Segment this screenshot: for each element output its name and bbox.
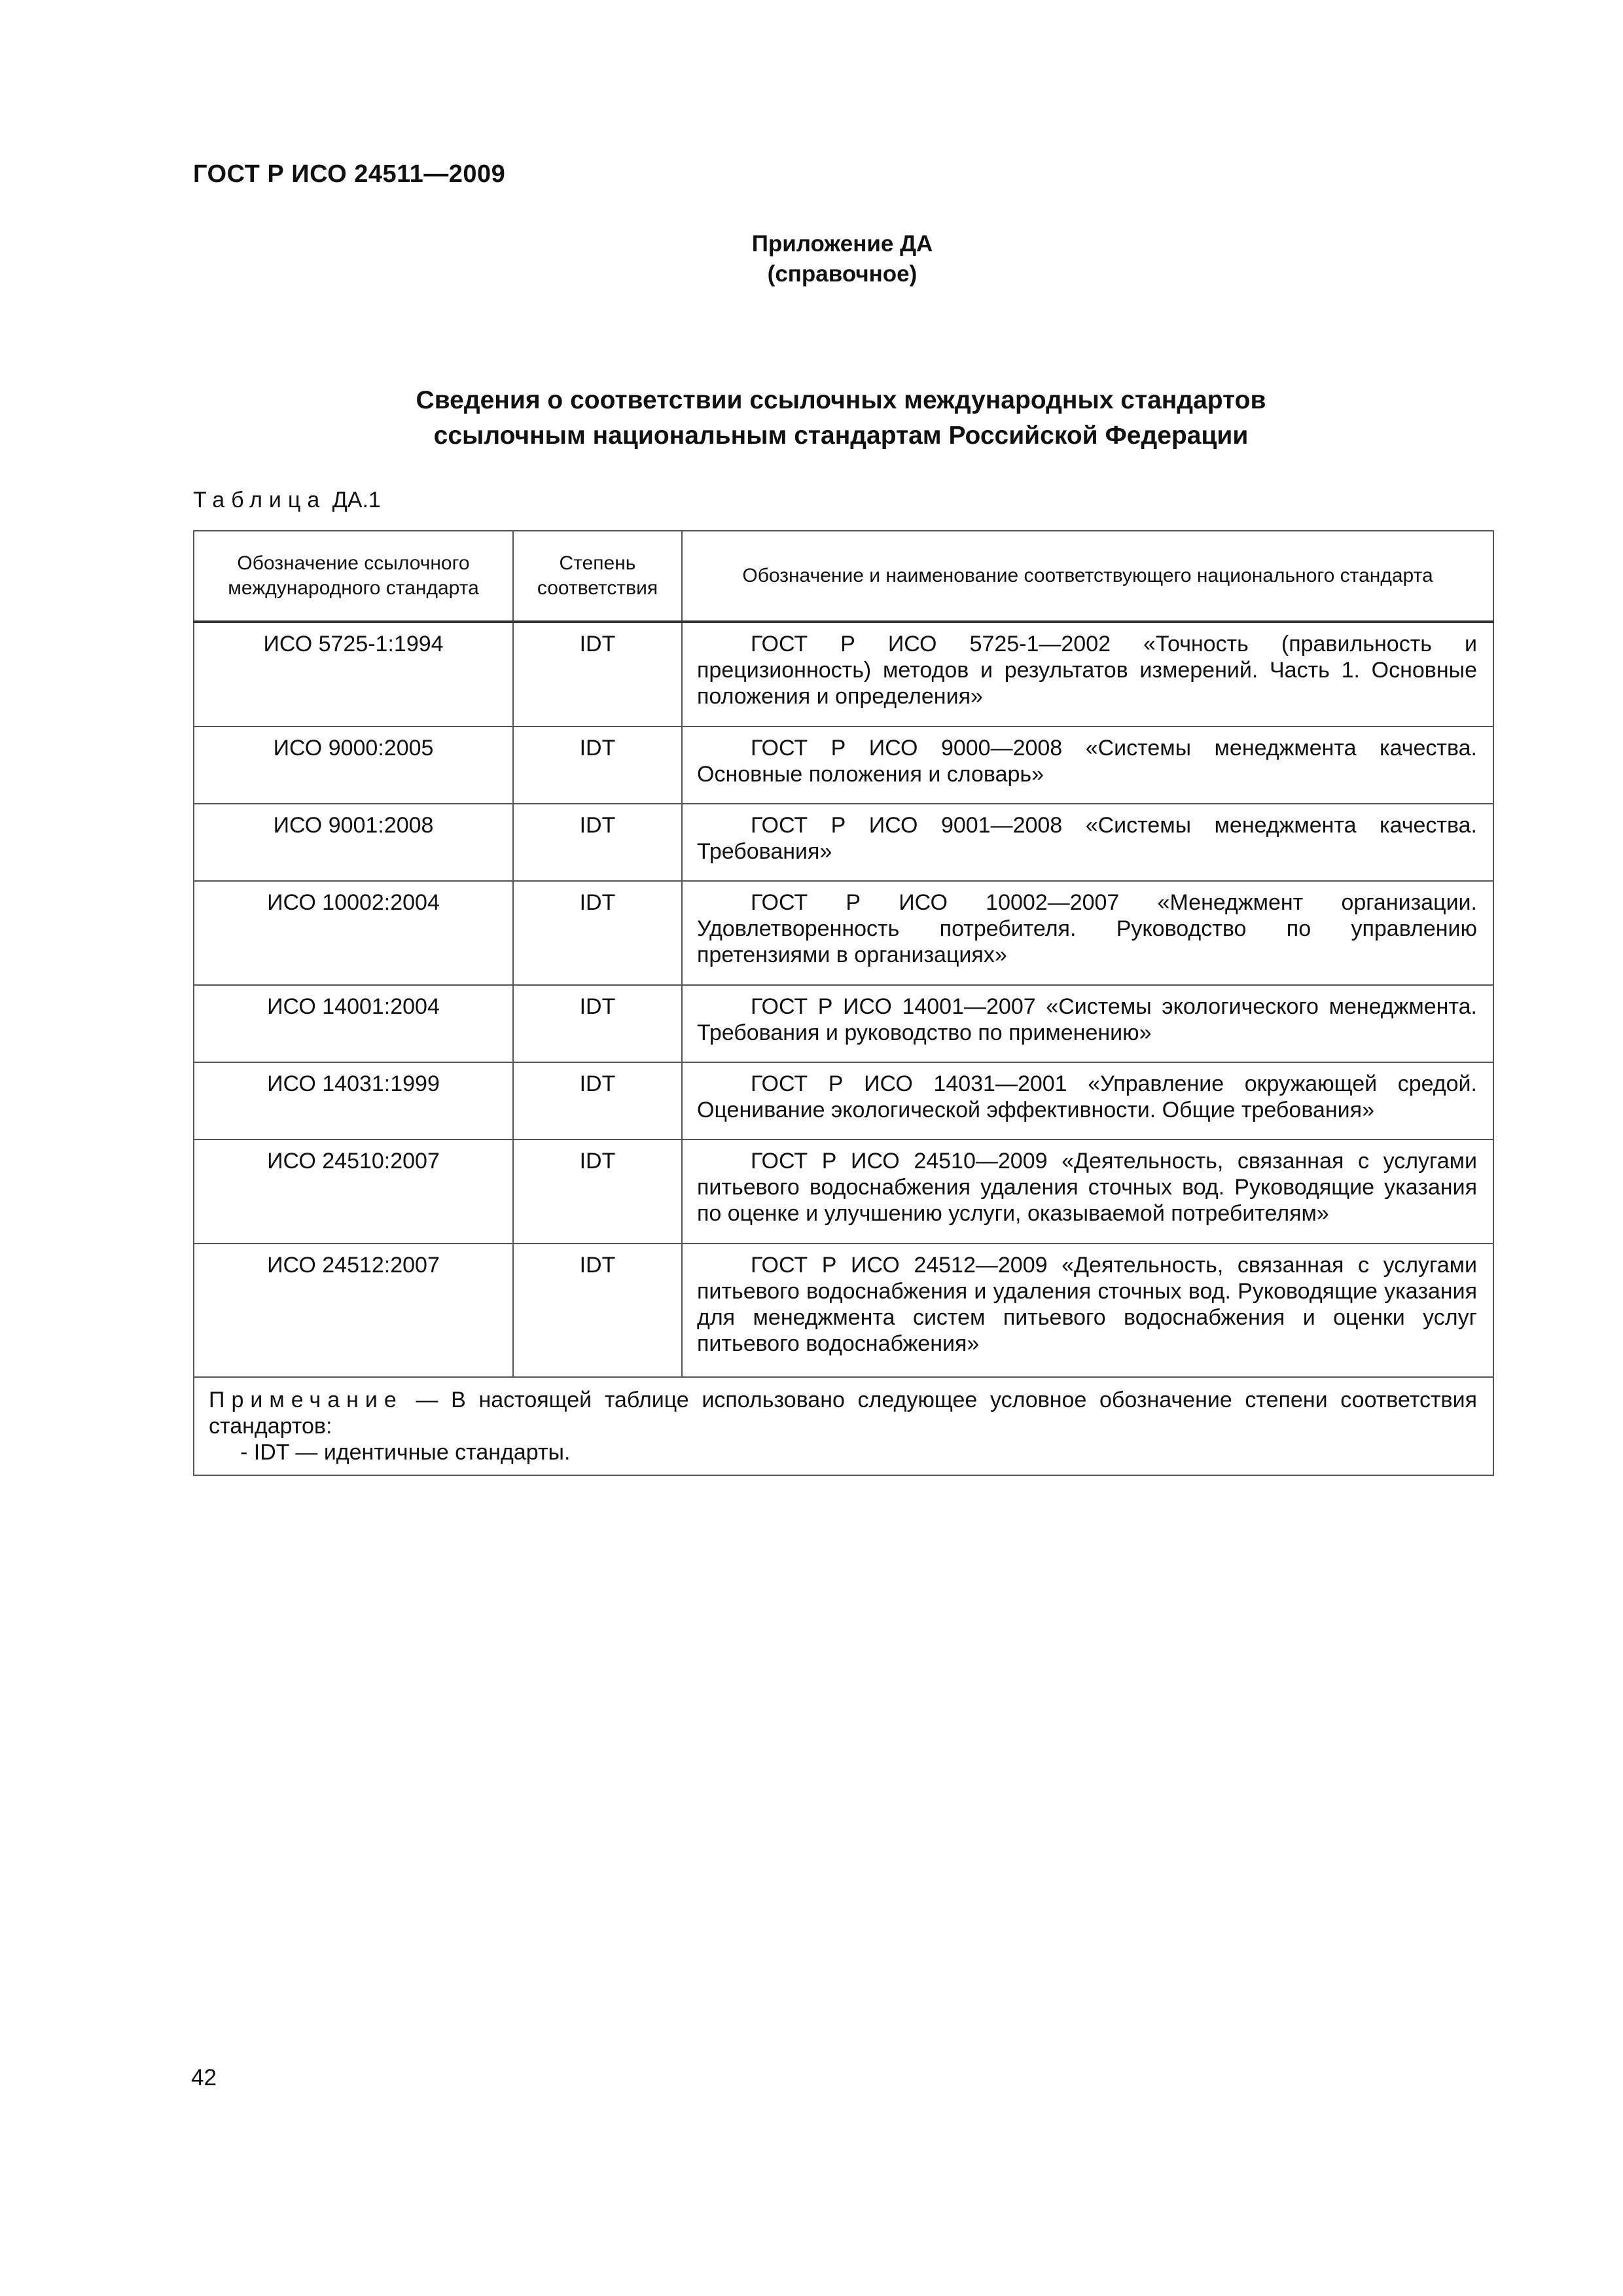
- cell-national-standard: ГОСТ Р ИСО 10002—2007 «Менеджмент организации. Удовлетворенность потребителя. Руководство по управлению претензиями в организациях»: [682, 881, 1493, 985]
- cell-reference-standard: ИСО 10002:2004: [194, 881, 513, 985]
- section-title-line-2: ссылочным национальным стандартам Российской Федерации: [433, 422, 1249, 450]
- document-code: ГОСТ Р ИСО 24511—2009: [193, 160, 506, 188]
- table-row: [194, 985, 1493, 1062]
- note-text: — В настоящей таблице использовано следующее условное обозначение степени соответствия стандартов:: [209, 1388, 1477, 1439]
- column-header-reference: Обозначение ссылочного международного стандарта: [194, 531, 513, 622]
- cell-reference-standard: ИСО 24512:2007: [194, 1244, 513, 1377]
- section-title-line-1: Сведения о соответствии ссылочных международных стандартов: [416, 386, 1266, 414]
- cell-reference-standard: ИСО 24510:2007: [194, 1139, 513, 1244]
- cell-degree: IDT: [513, 622, 682, 726]
- table-row: [194, 881, 1493, 985]
- cell-degree: IDT: [513, 881, 682, 985]
- cell-national-standard: ГОСТ Р ИСО 5725-1—2002 «Точность (правильность и прецизионность) методов и результатов измерений. Часть 1. Основные положения и определения»: [682, 622, 1493, 726]
- table-row: [194, 1139, 1493, 1244]
- cell-reference-standard: ИСО 14001:2004: [194, 985, 513, 1062]
- table-note: [194, 1377, 1493, 1475]
- cell-degree: IDT: [513, 1244, 682, 1377]
- cell-national-standard: ГОСТ Р ИСО 9000—2008 «Системы менеджмента качества. Основные положения и словарь»: [682, 726, 1493, 804]
- note-item: - IDT — идентичные стандарты.: [240, 1440, 571, 1465]
- cell-national-standard: ГОСТ Р ИСО 14031—2001 «Управление окружающей средой. Оценивание экологической эффективности. Общие требования»: [682, 1062, 1493, 1139]
- cell-degree: IDT: [513, 726, 682, 804]
- table-caption-number: ДА.1: [332, 488, 381, 512]
- cell-national-standard: ГОСТ Р ИСО 14001—2007 «Системы экологического менеджмента. Требования и руководство по применению»: [682, 985, 1493, 1062]
- cell-degree: IDT: [513, 1139, 682, 1244]
- table-row: [194, 1244, 1493, 1377]
- appendix-subtitle: (справочное): [767, 261, 918, 287]
- appendix-title: Приложение ДА: [751, 231, 933, 257]
- table-note-row: [194, 1377, 1493, 1475]
- cell-reference-standard: ИСО 9000:2005: [194, 726, 513, 804]
- table-row: [194, 804, 1493, 881]
- table-caption: [193, 488, 381, 513]
- cell-degree: IDT: [513, 1062, 682, 1139]
- cell-national-standard: ГОСТ Р ИСО 9001—2008 «Системы менеджмента качества. Требования»: [682, 804, 1493, 881]
- standards-table: [193, 530, 1494, 1476]
- table-header-row: [194, 531, 1493, 622]
- table-row: [194, 622, 1493, 726]
- table-row: [194, 1062, 1493, 1139]
- table-caption-prefix: Таблица: [193, 488, 327, 512]
- note-label: Примечание: [209, 1388, 403, 1412]
- cell-reference-standard: ИСО 14031:1999: [194, 1062, 513, 1139]
- table-row: [194, 726, 1493, 804]
- column-header-national: Обозначение и наименование соответствующего национального стандарта: [682, 531, 1493, 622]
- section-title: [193, 383, 1489, 454]
- cell-degree: IDT: [513, 804, 682, 881]
- column-header-degree: Степень соответствия: [513, 531, 682, 622]
- cell-reference-standard: ИСО 5725-1:1994: [194, 622, 513, 726]
- cell-degree: IDT: [513, 985, 682, 1062]
- cell-national-standard: ГОСТ Р ИСО 24510—2009 «Деятельность, связанная с услугами питьевого водоснабжения удаления сточных вод. Руководящие указания по оценке и улучшению услуги, оказываемой потребителям»: [682, 1139, 1493, 1244]
- cell-reference-standard: ИСО 9001:2008: [194, 804, 513, 881]
- appendix-heading: [0, 229, 1623, 289]
- page-number: 42: [191, 2065, 217, 2090]
- cell-national-standard: ГОСТ Р ИСО 24512—2009 «Деятельность, связанная с услугами питьевого водоснабжения и удаления сточных вод. Руководящие указания для менеджмента систем питьевого водоснабжения и оценки услуг питьевого водоснабжения»: [682, 1244, 1493, 1377]
